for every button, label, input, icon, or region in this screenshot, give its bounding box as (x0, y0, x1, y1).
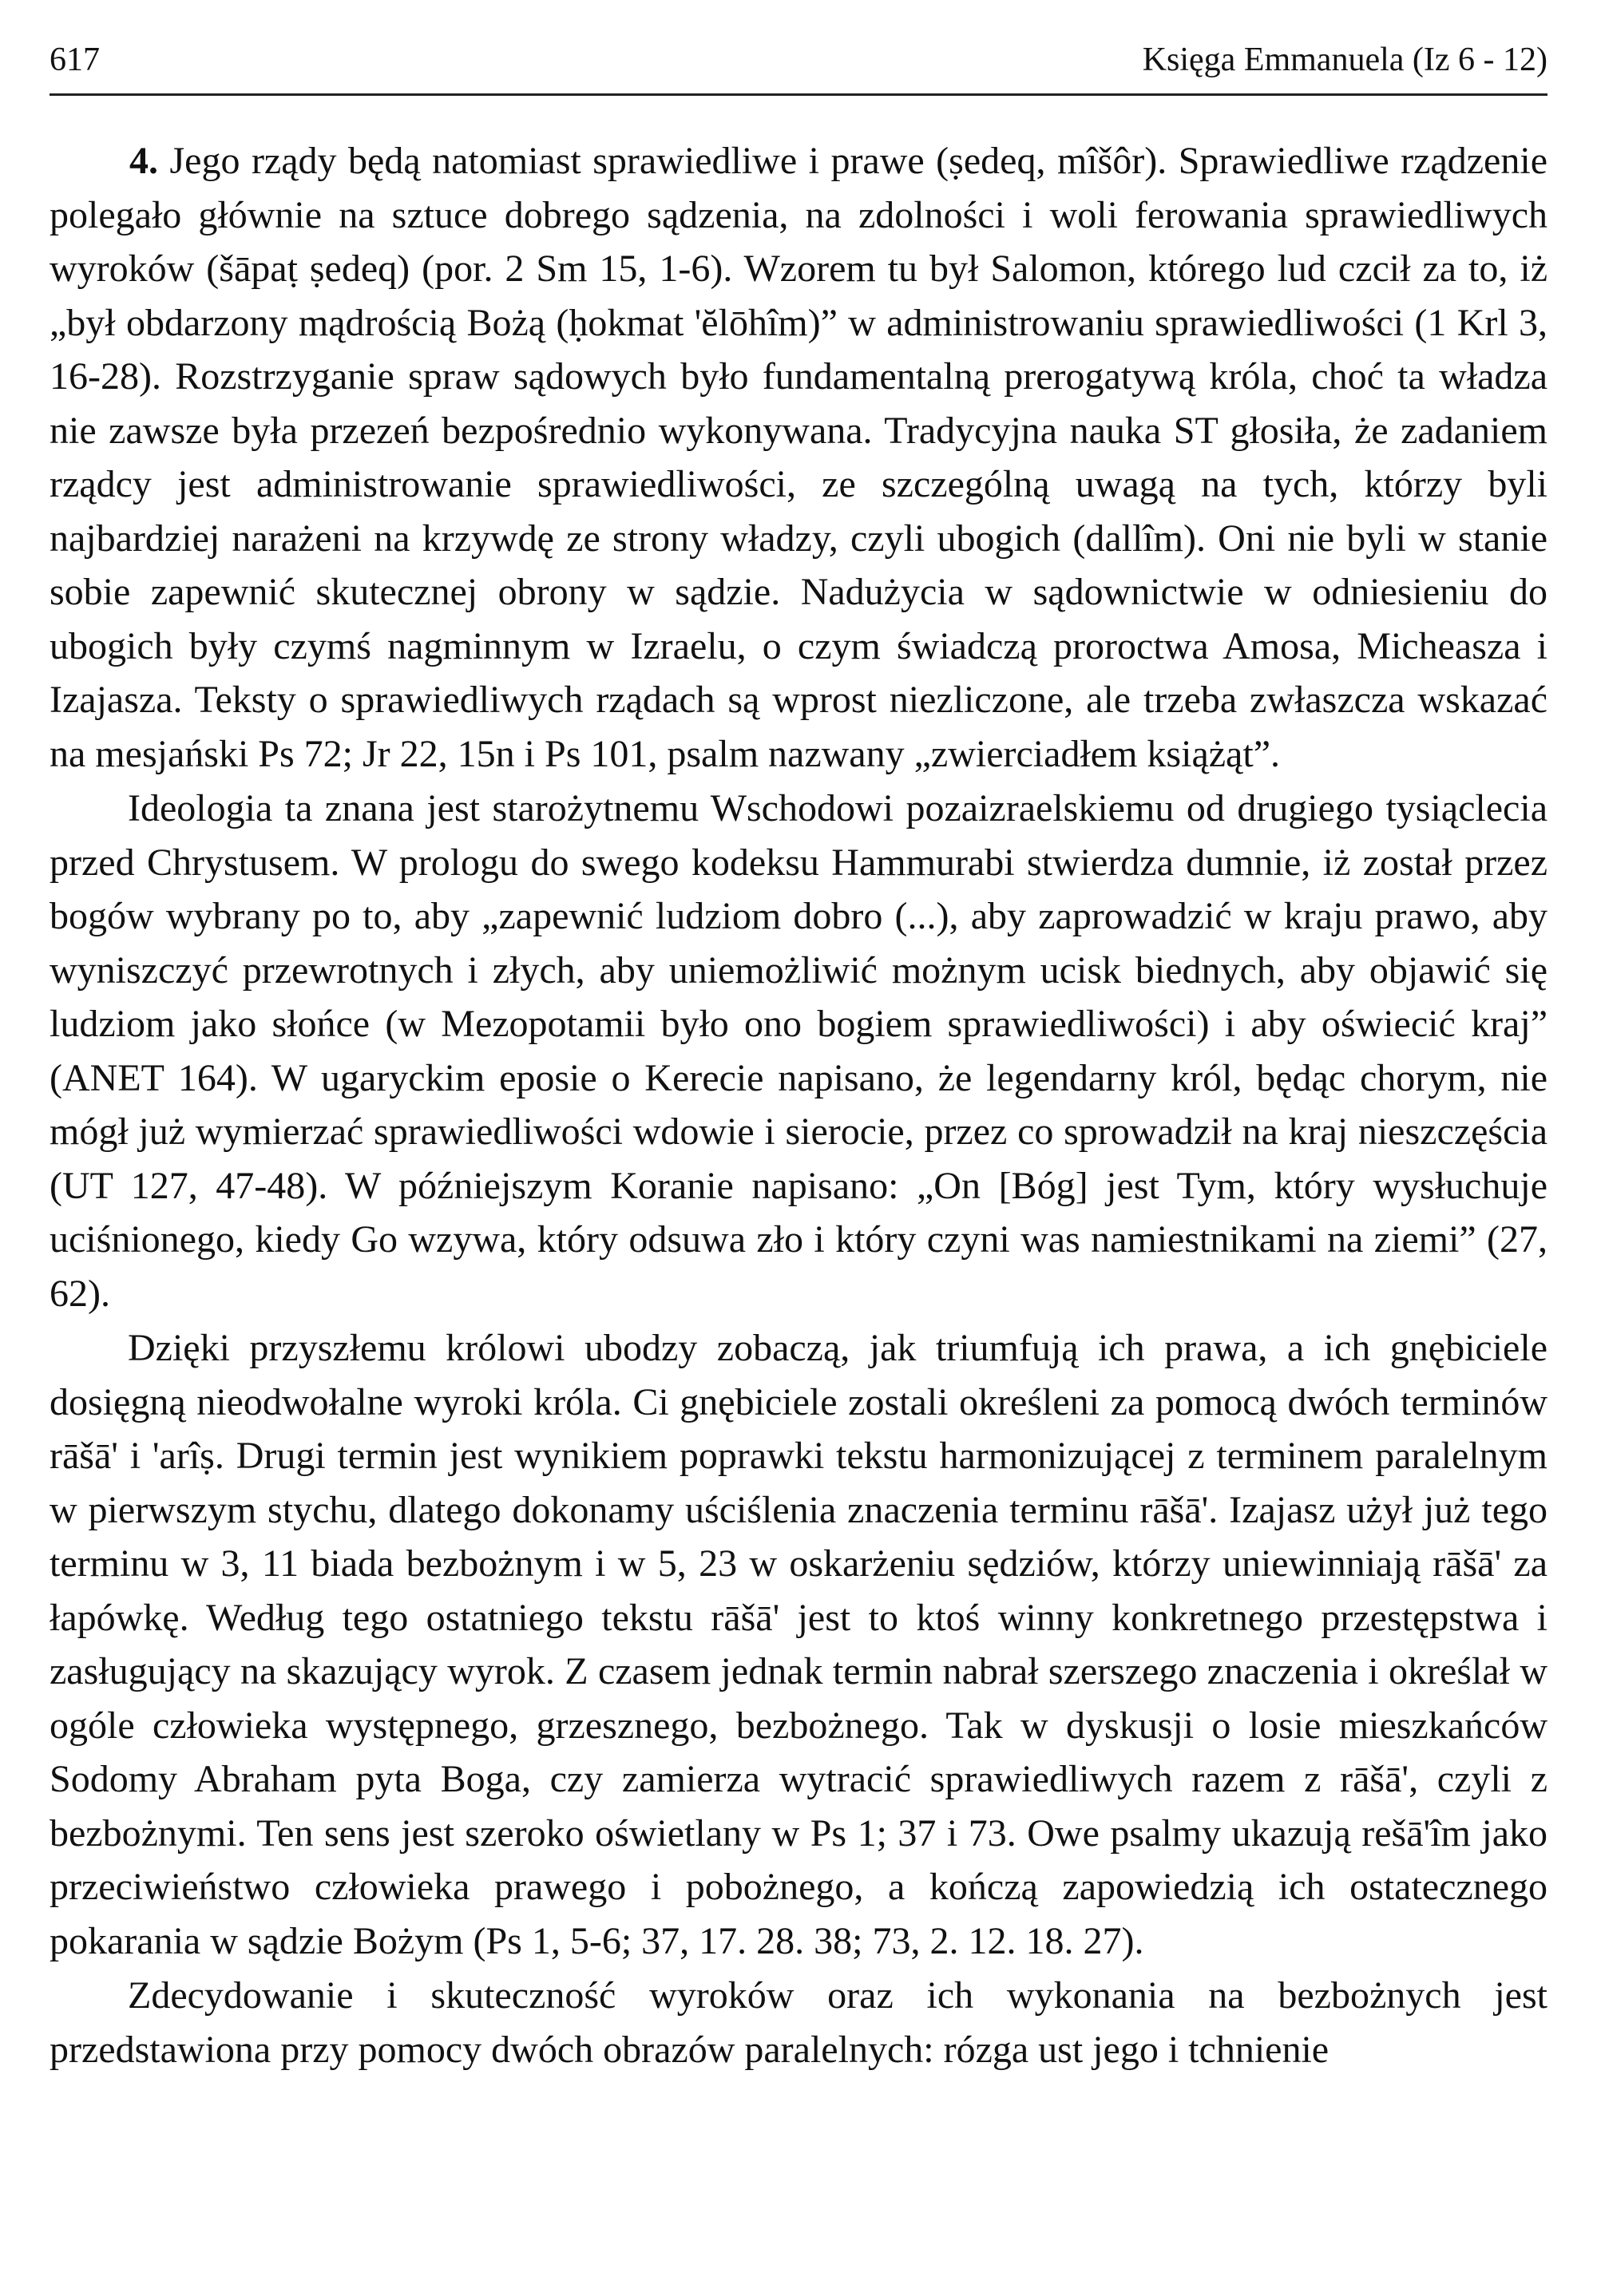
paragraph-text: Ideologia ta znana jest starożytnemu Wschodowi pozaizraelskiemu od drugiego tysiąclecia przed Chrystusem. W prologu do swego kodeksu Hammurabi stwierdza dumnie, iż został przez bogów wybrany po to, aby „zapewnić ludziom dobro (...), aby zaprowadzić w kraju prawo, aby wyniszczyć przewrotnych i złych, aby uniemożliwić możnym ucisk biednych, aby objawić się ludziom jako słońce (w Mezopotamii było ono bogiem sprawiedliwości) i aby oświecić kraj” (ANET 164). W ugaryckim eposie o Kerecie napisano, że legendarny król, będąc chorym, nie mógł już wymierzać sprawiedliwości wdowie i sierocie, przez co sprowadził na kraj nieszczęścia (UT 127, 47-48). W późniejszym Koranie napisano: „On [Bóg] jest Tym, który wysłuchuje uciśnionego, kiedy Go wzywa, który odsuwa zło i który czyni was namiestnikami na ziemi” (27, 62). (50, 787, 1547, 1315)
page-number: 617 (50, 42, 100, 78)
paragraph-number: 4. (129, 140, 158, 182)
paragraph-1 (50, 134, 1547, 781)
paragraph-3 (50, 1321, 1547, 1968)
page-header (50, 30, 1547, 89)
running-title: Księga Emmanuela (Iz 6 - 12) (1142, 42, 1547, 78)
paragraph-text: Jego rządy będą natomiast sprawiedliwe i prawe (ṣedeq, mîšôr). Sprawiedliwe rządzenie polegało głównie na sztuce dobrego sądzenia, na zdolności i woli ferowania sprawiedliwych wyroków (šāpaṭ ṣedeq) (por. 2 Sm 15, 1-6). Wzorem tu był Salomon, którego lud czcił za to, iż „był obdarzony mądrością Bożą (ḥokmat 'ĕlōhîm)” w administrowaniu sprawiedliwości (1 Krl 3, 16-28). Rozstrzyganie spraw sądowych było fundamentalną prerogatywą króla, choć ta władza nie zawsze była przezeń bezpośrednio wykonywana. Tradycyjna nauka ST głosiła, że zadaniem rządcy jest administrowanie sprawiedliwości, ze szczególną uwagą na tych, którzy byli najbardziej narażeni na krzywdę ze strony władzy, czyli ubogich (dallîm). Oni nie byli w stanie sobie zapewnić skutecznej obrony w sądzie. Nadużycia w sądownictwie w odniesieniu do ubogich były czymś nagminnym w Izraelu, o czym świadczą proroctwa Amosa, Micheasza i Izajasza. Teksty o sprawiedliwych rządach są wprost niezliczone, ale trzeba zwłaszcza wskazać na mesjański Ps 72; Jr 22, 15n i Ps 101, psalm nazwany „zwierciadłem książąt”. (50, 140, 1547, 775)
header-rule (50, 93, 1547, 96)
paragraph-text: Dzięki przyszłemu królowi ubodzy zobaczą, jak triumfują ich prawa, a ich gnębiciele dosięgną nieodwołalne wyroki króla. Ci gnębiciele zostali określeni za pomocą dwóch terminów rāšā' i 'arîṣ. Drugi termin jest wynikiem poprawki tekstu harmonizującej z terminem paralelnym w pierwszym stychu, dlatego dokonamy uściślenia znaczenia terminu rāšā'. Izajasz użył już tego terminu w 3, 11 biada bezbożnym i w 5, 23 w oskarżeniu sędziów, którzy uniewinniają rāšā' za łapówkę. Według tego ostatniego tekstu rāšā' jest to ktoś winny konkretnego przestępstwa i zasługujący na skazujący wyrok. Z czasem jednak termin nabrał szerszego znaczenia i określał w ogóle człowieka występnego, grzesznego, bezbożnego. Tak w dyskusji o losie mieszkańców Sodomy Abraham pyta Boga, czy zamierza wytracić sprawiedliwych razem z rāšā', czyli z bezbożnymi. Ten sens jest szeroko oświetlany w Ps 1; 37 i 73. Owe psalmy ukazują rešā'îm jako przeciwieństwo człowieka prawego i pobożnego, a kończą zapowiedzią ich ostatecznego pokarania w sądzie Bożym (Ps 1, 5-6; 37, 17. 28. 38; 73, 2. 12. 18. 27). (50, 1327, 1547, 1962)
paragraph-2 (50, 782, 1547, 1320)
paragraph-text: Zdecydowanie i skuteczność wyroków oraz ich wykonania na bezbożnych jest przedstawiona przy pomocy dwóch obrazów paralelnych: rózga ust jego i tchnienie (50, 1974, 1547, 2071)
paragraph-4 (50, 1969, 1547, 2076)
body-text (50, 134, 1547, 2076)
